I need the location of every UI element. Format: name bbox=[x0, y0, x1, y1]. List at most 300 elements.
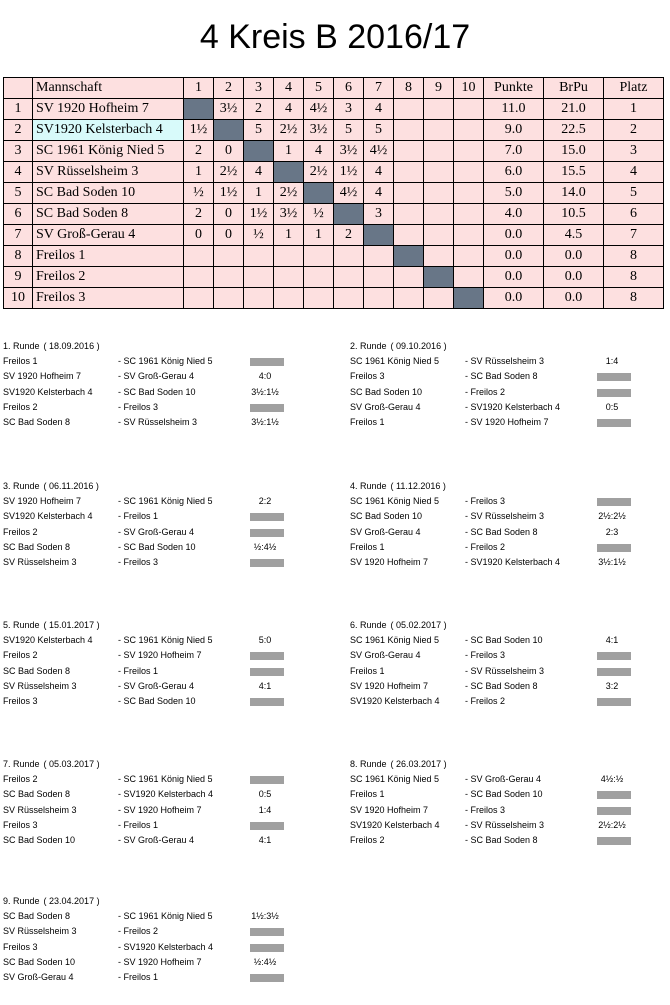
game-row bbox=[0, 694, 330, 709]
away-team: - Freilos 3 bbox=[118, 401, 159, 412]
place-cell: 8 bbox=[604, 246, 664, 267]
bye-bar bbox=[597, 419, 631, 427]
game-row bbox=[347, 509, 670, 524]
game-result: 4:0 bbox=[258, 371, 272, 382]
result-cell: 1 bbox=[184, 162, 214, 183]
game-result: 2½:2½ bbox=[598, 819, 626, 830]
team-name-cell: SV 1920 Hofheim 7 bbox=[33, 99, 184, 120]
result-cell bbox=[394, 120, 424, 141]
game-result: 1:4 bbox=[605, 356, 619, 366]
round-label: 4. Runde bbox=[350, 481, 387, 491]
away-team: - Freilos 3 bbox=[465, 496, 506, 506]
round-label: 3. Runde bbox=[3, 481, 40, 491]
round-date: ( 09.10.2016 ) bbox=[390, 341, 447, 351]
round-date: ( 15.01.2017 ) bbox=[43, 620, 100, 630]
bye-bar bbox=[597, 837, 631, 845]
away-team: - Freilos 2 bbox=[465, 696, 506, 707]
home-team: SC Bad Soden 8 bbox=[3, 789, 71, 800]
round-label: 8. Runde bbox=[350, 759, 387, 769]
round-header bbox=[347, 479, 670, 494]
bye-bar bbox=[250, 358, 284, 366]
home-team: SC 1961 König Nied 5 bbox=[350, 774, 440, 784]
result-cell: 2 bbox=[334, 225, 364, 246]
result-cell: 2½ bbox=[274, 120, 304, 141]
away-team: - Freilos 1 bbox=[118, 511, 159, 522]
bye-bar bbox=[597, 668, 631, 676]
result-cell bbox=[364, 288, 394, 309]
result-cell: 4 bbox=[364, 162, 394, 183]
result-cell bbox=[454, 162, 484, 183]
away-team: - SC Bad Soden 10 bbox=[465, 789, 543, 800]
away-team: - SC Bad Soden 8 bbox=[465, 835, 538, 846]
diagonal-cell bbox=[244, 141, 274, 162]
result-cell: 2½ bbox=[304, 162, 334, 183]
home-team: Freilos 3 bbox=[3, 696, 38, 707]
bye-bar bbox=[250, 822, 284, 830]
bye-bar bbox=[250, 668, 284, 676]
away-team: - SV Rüsselsheim 3 bbox=[465, 819, 545, 830]
away-team: - SV 1920 Hofheim 7 bbox=[465, 417, 549, 428]
rank-cell: 1 bbox=[4, 99, 33, 120]
place-cell: 8 bbox=[604, 288, 664, 309]
round-label: 5. Runde bbox=[3, 620, 40, 630]
away-team: - SC 1961 König Nied 5 bbox=[118, 496, 213, 506]
header-cell: 7 bbox=[364, 78, 394, 99]
bye-bar bbox=[250, 529, 284, 537]
round-date: ( 23.04.2017 ) bbox=[43, 896, 100, 906]
result-cell: ½ bbox=[304, 204, 334, 225]
rank-cell: 6 bbox=[4, 204, 33, 225]
away-team: - SC Bad Soden 10 bbox=[465, 635, 543, 645]
table-row bbox=[4, 267, 664, 288]
points-cell: 6.0 bbox=[484, 162, 544, 183]
away-team: - SV 1920 Hofheim 7 bbox=[118, 650, 202, 661]
points-cell: 11.0 bbox=[484, 99, 544, 120]
result-cell: 5 bbox=[334, 120, 364, 141]
game-row bbox=[0, 664, 330, 679]
diagonal-cell bbox=[334, 204, 364, 225]
round-block bbox=[0, 757, 330, 848]
team-name-cell: SV1920 Kelsterbach 4 bbox=[33, 120, 184, 141]
game-result: 4:1 bbox=[258, 835, 272, 846]
away-team: - Freilos 3 bbox=[465, 804, 506, 815]
table-row bbox=[4, 204, 664, 225]
game-row bbox=[0, 415, 330, 430]
round-header bbox=[0, 339, 330, 354]
round-label: 7. Runde bbox=[3, 759, 40, 769]
away-team: - Freilos 3 bbox=[118, 557, 159, 568]
result-cell bbox=[274, 246, 304, 267]
result-cell: 0 bbox=[214, 225, 244, 246]
result-cell bbox=[334, 267, 364, 288]
result-cell bbox=[184, 267, 214, 288]
game-row bbox=[0, 369, 330, 384]
game-row bbox=[0, 955, 330, 970]
round-date: ( 05.02.2017 ) bbox=[390, 620, 447, 630]
game-result: 2:2 bbox=[258, 496, 272, 506]
game-row bbox=[0, 525, 330, 540]
game-row bbox=[0, 648, 330, 663]
table-row bbox=[4, 141, 664, 162]
home-team: Freilos 2 bbox=[350, 835, 385, 846]
away-team: - Freilos 1 bbox=[118, 665, 159, 676]
home-team: Freilos 1 bbox=[350, 417, 385, 428]
result-cell: 1 bbox=[304, 225, 334, 246]
round-header bbox=[347, 618, 670, 633]
team-name-cell: Freilos 3 bbox=[33, 288, 184, 309]
away-team: - Freilos 2 bbox=[465, 386, 506, 397]
points-cell: 9.0 bbox=[484, 120, 544, 141]
result-cell bbox=[454, 141, 484, 162]
game-row bbox=[0, 833, 330, 848]
result-cell bbox=[184, 288, 214, 309]
game-result: 0:5 bbox=[258, 789, 272, 800]
header-cell: Punkte bbox=[484, 78, 544, 99]
bye-bar bbox=[250, 513, 284, 521]
result-cell: 1½ bbox=[184, 120, 214, 141]
game-row bbox=[347, 385, 670, 400]
away-team: - SV Groß-Gerau 4 bbox=[118, 680, 195, 691]
away-team: - SV Groß-Gerau 4 bbox=[118, 835, 195, 846]
round-block bbox=[0, 894, 330, 985]
board-points-cell: 4.5 bbox=[544, 225, 604, 246]
result-cell bbox=[394, 288, 424, 309]
home-team: SC Bad Soden 8 bbox=[3, 911, 71, 921]
game-result: 4:1 bbox=[258, 680, 272, 691]
game-row bbox=[347, 803, 670, 818]
result-cell bbox=[364, 267, 394, 288]
away-team: - SC Bad Soden 8 bbox=[465, 371, 538, 382]
away-team: - SV Groß-Gerau 4 bbox=[118, 526, 195, 537]
result-cell bbox=[424, 225, 454, 246]
place-cell: 8 bbox=[604, 267, 664, 288]
result-cell bbox=[454, 183, 484, 204]
bye-bar bbox=[250, 944, 284, 952]
result-cell: 1½ bbox=[214, 183, 244, 204]
header-cell: 4 bbox=[274, 78, 304, 99]
result-cell: 5 bbox=[364, 120, 394, 141]
points-cell: 0.0 bbox=[484, 267, 544, 288]
board-points-cell: 0.0 bbox=[544, 267, 604, 288]
game-row bbox=[347, 633, 670, 648]
game-row bbox=[347, 540, 670, 555]
result-cell bbox=[454, 225, 484, 246]
round-label: 9. Runde bbox=[3, 896, 40, 906]
table-row bbox=[4, 246, 664, 267]
game-row bbox=[347, 525, 670, 540]
result-cell: 4 bbox=[364, 99, 394, 120]
home-team: Freilos 2 bbox=[3, 526, 38, 537]
home-team: SV 1920 Hofheim 7 bbox=[350, 557, 429, 568]
away-team: - SV1920 Kelsterbach 4 bbox=[465, 401, 561, 412]
away-team: - SC Bad Soden 8 bbox=[465, 526, 538, 537]
result-cell bbox=[424, 141, 454, 162]
result-cell: 0 bbox=[184, 225, 214, 246]
round-header bbox=[347, 757, 670, 772]
home-team: SV Groß-Gerau 4 bbox=[3, 972, 74, 983]
away-team: - SC Bad Soden 10 bbox=[118, 541, 196, 552]
round-block bbox=[0, 618, 330, 709]
result-cell bbox=[454, 204, 484, 225]
game-result: 3½:1½ bbox=[598, 557, 626, 568]
header-cell bbox=[4, 78, 33, 99]
header-cell: 5 bbox=[304, 78, 334, 99]
game-row bbox=[0, 385, 330, 400]
result-cell: 5 bbox=[244, 120, 274, 141]
result-cell bbox=[244, 267, 274, 288]
diagonal-cell bbox=[454, 288, 484, 309]
result-cell bbox=[454, 267, 484, 288]
home-team: SV1920 Kelsterbach 4 bbox=[3, 511, 93, 522]
home-team: SC Bad Soden 8 bbox=[3, 665, 71, 676]
table-row bbox=[4, 288, 664, 309]
game-row bbox=[347, 494, 670, 509]
game-row bbox=[347, 354, 670, 369]
board-points-cell: 15.5 bbox=[544, 162, 604, 183]
game-row bbox=[0, 555, 330, 570]
game-row bbox=[347, 818, 670, 833]
crosstable bbox=[3, 77, 664, 309]
team-name-cell: Freilos 2 bbox=[33, 267, 184, 288]
result-cell: 3 bbox=[364, 204, 394, 225]
board-points-cell: 21.0 bbox=[544, 99, 604, 120]
header-cell: Platz bbox=[604, 78, 664, 99]
game-row bbox=[347, 694, 670, 709]
home-team: Freilos 1 bbox=[350, 541, 385, 552]
board-points-cell: 22.5 bbox=[544, 120, 604, 141]
away-team: - SC 1961 König Nied 5 bbox=[118, 911, 213, 921]
away-team: - SV Groß-Gerau 4 bbox=[465, 774, 542, 784]
table-row bbox=[4, 225, 664, 246]
game-row bbox=[347, 679, 670, 694]
header-cell: 3 bbox=[244, 78, 274, 99]
game-row bbox=[0, 909, 330, 924]
away-team: - SC Bad Soden 8 bbox=[465, 680, 538, 691]
away-team: - Freilos 3 bbox=[465, 650, 506, 661]
result-cell bbox=[454, 120, 484, 141]
rank-cell: 8 bbox=[4, 246, 33, 267]
points-cell: 5.0 bbox=[484, 183, 544, 204]
home-team: Freilos 3 bbox=[350, 371, 385, 382]
game-row bbox=[347, 555, 670, 570]
away-team: - SV1920 Kelsterbach 4 bbox=[465, 557, 561, 568]
game-row bbox=[347, 787, 670, 802]
table-row bbox=[4, 162, 664, 183]
bye-bar bbox=[250, 928, 284, 936]
home-team: SC 1961 König Nied 5 bbox=[350, 635, 440, 645]
home-team: SV Rüsselsheim 3 bbox=[3, 926, 77, 937]
home-team: Freilos 2 bbox=[3, 401, 38, 412]
points-cell: 0.0 bbox=[484, 288, 544, 309]
home-team: Freilos 1 bbox=[350, 665, 385, 676]
round-block bbox=[0, 479, 330, 570]
bye-bar bbox=[597, 498, 631, 506]
board-points-cell: 0.0 bbox=[544, 288, 604, 309]
header-cell: 8 bbox=[394, 78, 424, 99]
game-result: 3½:1½ bbox=[251, 417, 279, 428]
away-team: - SV 1920 Hofheim 7 bbox=[118, 804, 202, 815]
result-cell bbox=[214, 288, 244, 309]
round-label: 2. Runde bbox=[350, 341, 387, 351]
home-team: SV1920 Kelsterbach 4 bbox=[350, 819, 440, 830]
team-name-cell: SV Groß-Gerau 4 bbox=[33, 225, 184, 246]
game-row bbox=[347, 833, 670, 848]
place-cell: 1 bbox=[604, 99, 664, 120]
result-cell: 1 bbox=[244, 183, 274, 204]
place-cell: 4 bbox=[604, 162, 664, 183]
result-cell: 0 bbox=[214, 204, 244, 225]
team-name-cell: SC 1961 König Nied 5 bbox=[33, 141, 184, 162]
game-result: ½:4½ bbox=[253, 541, 277, 552]
round-header bbox=[0, 618, 330, 633]
result-cell bbox=[424, 162, 454, 183]
place-cell: 5 bbox=[604, 183, 664, 204]
home-team: SV 1920 Hofheim 7 bbox=[350, 680, 429, 691]
away-team: - SV Rüsselsheim 3 bbox=[118, 417, 198, 428]
bye-bar bbox=[597, 652, 631, 660]
bye-bar bbox=[250, 698, 284, 706]
home-team: SV Rüsselsheim 3 bbox=[3, 804, 77, 815]
result-cell bbox=[394, 204, 424, 225]
result-cell: 1 bbox=[274, 141, 304, 162]
game-row bbox=[0, 940, 330, 955]
home-team: SC 1961 König Nied 5 bbox=[350, 356, 440, 366]
table-header-row bbox=[4, 78, 664, 99]
home-team: SV Groß-Gerau 4 bbox=[350, 526, 421, 537]
round-block bbox=[0, 339, 330, 430]
result-cell: 4½ bbox=[304, 99, 334, 120]
result-cell: 2 bbox=[184, 141, 214, 162]
board-points-cell: 15.0 bbox=[544, 141, 604, 162]
result-cell: ½ bbox=[184, 183, 214, 204]
home-team: SV1920 Kelsterbach 4 bbox=[350, 696, 440, 707]
place-cell: 2 bbox=[604, 120, 664, 141]
result-cell bbox=[304, 288, 334, 309]
place-cell: 6 bbox=[604, 204, 664, 225]
away-team: - SV1920 Kelsterbach 4 bbox=[118, 789, 214, 800]
result-cell bbox=[394, 267, 424, 288]
place-cell: 7 bbox=[604, 225, 664, 246]
game-row bbox=[0, 787, 330, 802]
game-result: 0:5 bbox=[605, 401, 619, 412]
round-block bbox=[347, 757, 670, 848]
round-date: ( 05.03.2017 ) bbox=[43, 759, 100, 769]
away-team: - SC 1961 König Nied 5 bbox=[118, 774, 213, 784]
result-cell bbox=[424, 288, 454, 309]
home-team: Freilos 3 bbox=[3, 941, 38, 952]
home-team: SV Groß-Gerau 4 bbox=[350, 401, 421, 412]
result-cell: 0 bbox=[214, 141, 244, 162]
round-block bbox=[347, 618, 670, 709]
away-team: - SV Rüsselsheim 3 bbox=[465, 511, 545, 522]
bye-bar bbox=[597, 791, 631, 799]
result-cell bbox=[424, 99, 454, 120]
home-team: Freilos 1 bbox=[3, 356, 38, 366]
away-team: - SV 1920 Hofheim 7 bbox=[118, 956, 202, 967]
away-team: - Freilos 1 bbox=[118, 819, 159, 830]
home-team: SC 1961 König Nied 5 bbox=[350, 496, 440, 506]
result-cell: 3½ bbox=[274, 204, 304, 225]
away-team: - SV1920 Kelsterbach 4 bbox=[118, 941, 214, 952]
game-result: 4:1 bbox=[605, 635, 619, 645]
away-team: - SV Groß-Gerau 4 bbox=[118, 371, 195, 382]
round-header bbox=[0, 479, 330, 494]
team-name-cell: SC Bad Soden 10 bbox=[33, 183, 184, 204]
diagonal-cell bbox=[364, 225, 394, 246]
home-team: SV Rüsselsheim 3 bbox=[3, 557, 77, 568]
round-date: ( 06.11.2016 ) bbox=[43, 481, 99, 491]
home-team: SV1920 Kelsterbach 4 bbox=[3, 386, 93, 397]
diagonal-cell bbox=[394, 246, 424, 267]
game-result: 1:4 bbox=[258, 804, 272, 815]
result-cell: 4 bbox=[274, 99, 304, 120]
diagonal-cell bbox=[304, 183, 334, 204]
game-row bbox=[0, 970, 330, 985]
home-team: SC Bad Soden 8 bbox=[3, 541, 71, 552]
bye-bar bbox=[250, 404, 284, 412]
rank-cell: 2 bbox=[4, 120, 33, 141]
game-row bbox=[347, 772, 670, 787]
bye-bar bbox=[250, 652, 284, 660]
team-name-cell: SV Rüsselsheim 3 bbox=[33, 162, 184, 183]
game-row bbox=[0, 354, 330, 369]
game-row bbox=[347, 415, 670, 430]
home-team: SV 1920 Hofheim 7 bbox=[3, 371, 82, 382]
bye-bar bbox=[250, 974, 284, 982]
result-cell: 2 bbox=[184, 204, 214, 225]
game-row bbox=[0, 818, 330, 833]
game-result: 5:0 bbox=[258, 635, 272, 645]
diagonal-cell bbox=[214, 120, 244, 141]
page-title: 4 Kreis B 2016/17 bbox=[199, 18, 471, 56]
header-cell: Mannschaft bbox=[33, 78, 184, 99]
bye-bar bbox=[597, 373, 631, 381]
game-row bbox=[0, 803, 330, 818]
points-cell: 0.0 bbox=[484, 246, 544, 267]
game-row bbox=[347, 648, 670, 663]
round-date: ( 18.09.2016 ) bbox=[43, 341, 100, 351]
rank-cell: 4 bbox=[4, 162, 33, 183]
result-cell bbox=[184, 246, 214, 267]
game-row bbox=[0, 400, 330, 415]
result-cell bbox=[424, 246, 454, 267]
board-points-cell: 14.0 bbox=[544, 183, 604, 204]
result-cell: 1½ bbox=[334, 162, 364, 183]
rank-cell: 7 bbox=[4, 225, 33, 246]
home-team: Freilos 1 bbox=[350, 789, 385, 800]
round-header bbox=[347, 339, 670, 354]
game-row bbox=[0, 772, 330, 787]
game-row bbox=[0, 509, 330, 524]
result-cell bbox=[214, 267, 244, 288]
round-date: ( 26.03.2017 ) bbox=[390, 759, 447, 769]
game-result: 2:3 bbox=[605, 526, 619, 537]
result-cell: 3½ bbox=[214, 99, 244, 120]
bye-bar bbox=[250, 776, 284, 784]
diagonal-cell bbox=[184, 99, 214, 120]
away-team: - SC 1961 König Nied 5 bbox=[118, 635, 213, 645]
result-cell bbox=[244, 246, 274, 267]
game-result: 3½:1½ bbox=[251, 386, 279, 397]
diagonal-cell bbox=[424, 267, 454, 288]
away-team: - SC 1961 König Nied 5 bbox=[118, 356, 213, 366]
game-row bbox=[347, 369, 670, 384]
result-cell bbox=[304, 246, 334, 267]
result-cell: 4 bbox=[364, 183, 394, 204]
home-team: SV1920 Kelsterbach 4 bbox=[3, 635, 93, 645]
header-cell: 2 bbox=[214, 78, 244, 99]
home-team: SC Bad Soden 8 bbox=[3, 417, 71, 428]
